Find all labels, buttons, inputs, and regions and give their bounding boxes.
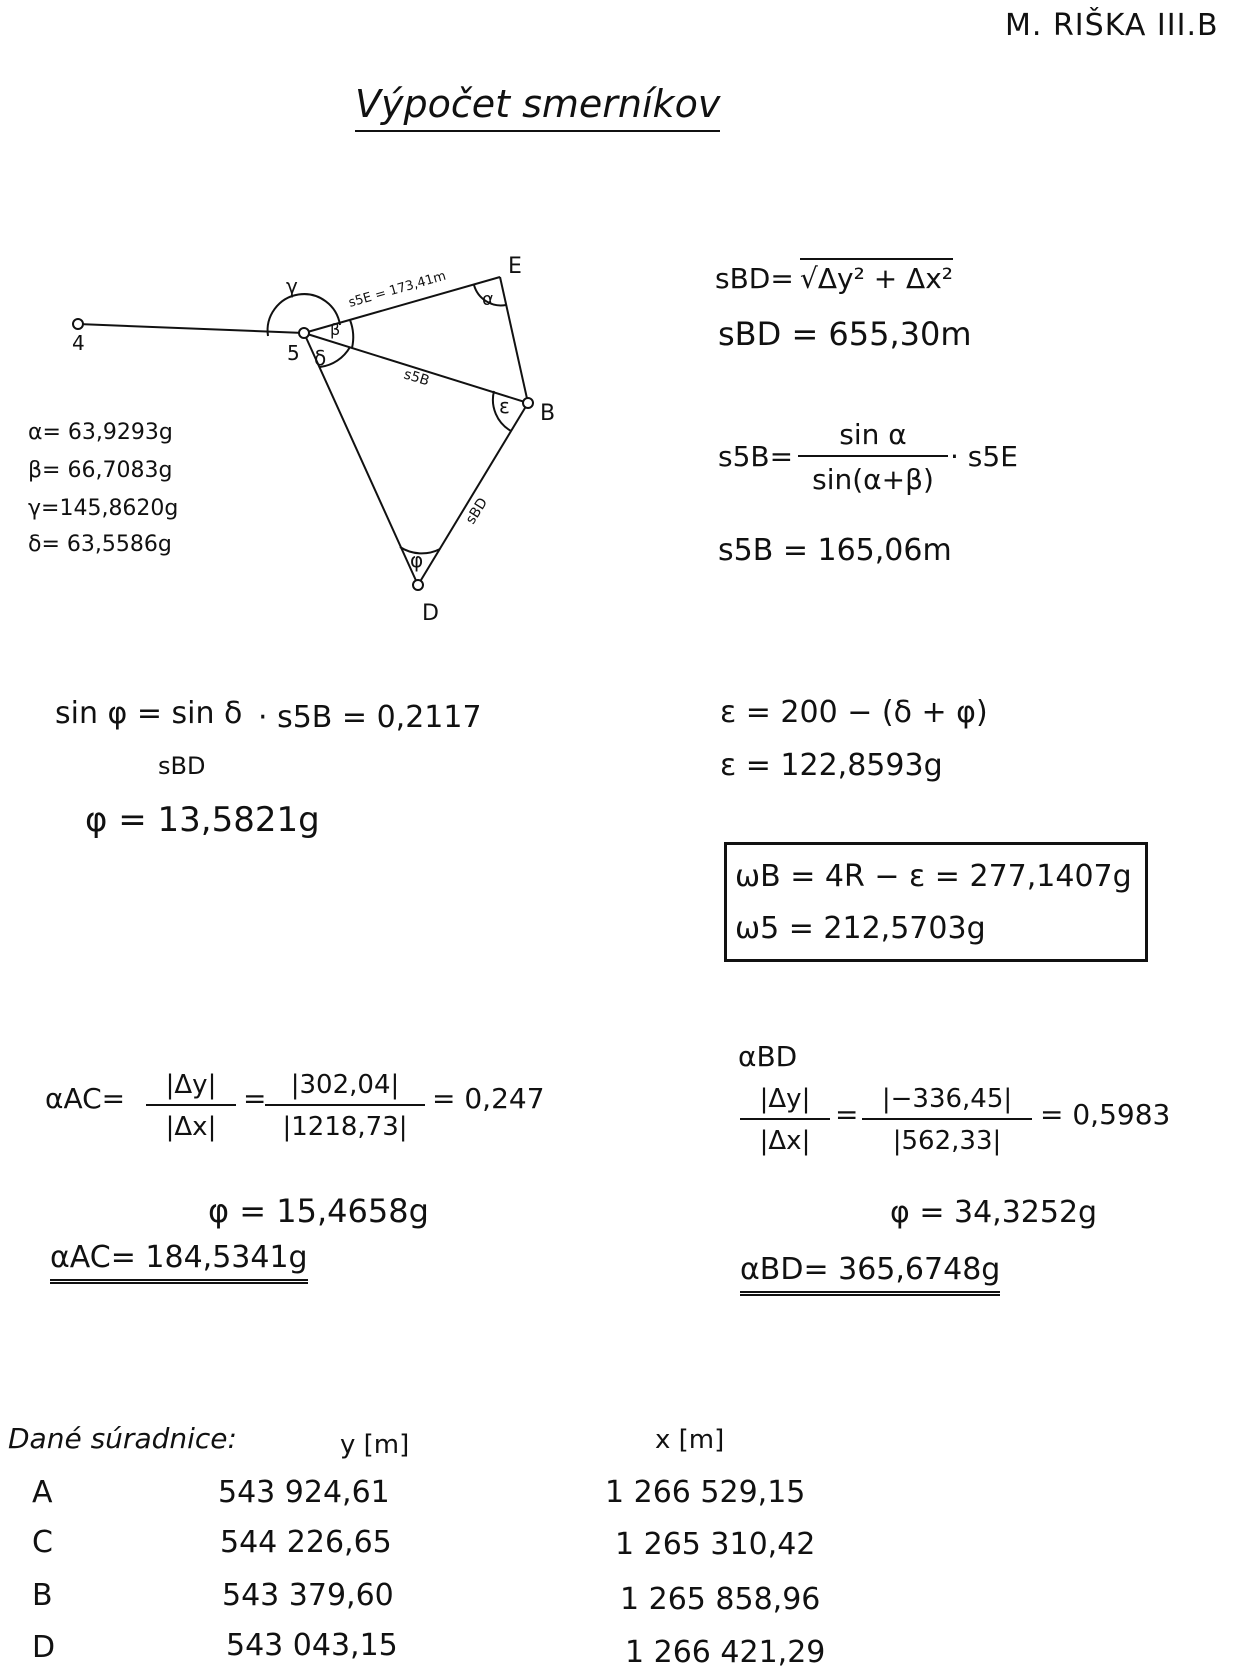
sbd-formula-rhs: √Δy² + Δx² xyxy=(800,258,953,295)
alpha-ac-dy: |Δy| xyxy=(146,1070,236,1106)
line-E-B xyxy=(500,277,528,403)
alpha-bd-dy-value: |−336,45| xyxy=(862,1084,1032,1120)
alpha-ac-dy-value: |302,04| xyxy=(265,1070,425,1106)
s5b-tail: · s5E xyxy=(950,440,1018,473)
angle-gamma-label: γ xyxy=(286,274,298,298)
sinphi-denominator: sBD xyxy=(158,752,206,780)
angle-epsilon-label: ε xyxy=(499,394,510,418)
sinphi-mid: · s5B = 0,2117 xyxy=(258,700,482,735)
alpha-ac-lhs: αAC= xyxy=(45,1082,126,1115)
line-B-D xyxy=(418,403,528,585)
coords-col-x: x [m] xyxy=(655,1425,725,1455)
alpha-bd-label: αBD xyxy=(738,1040,798,1073)
coords-row-pt: D xyxy=(32,1630,56,1665)
s5b-numerator: sin α xyxy=(798,418,948,457)
point-D-label: D xyxy=(422,601,439,625)
coords-row-x: 1 266 529,15 xyxy=(605,1475,806,1510)
line-s5E-label: s5E = 173,41m xyxy=(346,268,448,311)
alpha-ac-final: αAC= 184,5341g xyxy=(50,1240,308,1284)
alpha-bd-eq: = xyxy=(835,1098,859,1131)
line-s5B-label: s5B xyxy=(401,366,432,390)
alpha-bd-dx: |Δx| xyxy=(759,1126,811,1156)
point-5-label: 5 xyxy=(287,341,300,365)
sbd-result: sBD = 655,30m xyxy=(718,315,972,353)
phi-result-1: φ = 13,5821g xyxy=(85,800,320,840)
angle-beta-label: β xyxy=(330,320,341,339)
coords-row-pt: A xyxy=(32,1475,53,1510)
point-B-label: B xyxy=(540,401,556,426)
sbd-formula-lhs: sBD= xyxy=(715,262,794,295)
point-4-marker xyxy=(73,319,83,329)
epsilon-formula: ε = 200 − (δ + φ) xyxy=(720,695,988,730)
epsilon-result: ε = 122,8593g xyxy=(720,748,943,783)
coords-col-y: y [m] xyxy=(340,1430,410,1460)
s5b-result: s5B = 165,06m xyxy=(718,533,952,568)
coords-row-x: 1 265 858,96 xyxy=(620,1582,821,1617)
alpha-bd-fraction-2 xyxy=(862,1084,1032,1156)
alpha-ac-phi: φ = 15,4658g xyxy=(208,1192,429,1230)
alpha-bd-fraction-1 xyxy=(740,1084,830,1156)
coords-row-x: 1 266 421,29 xyxy=(625,1635,826,1670)
s5b-lhs: s5B= xyxy=(718,440,794,473)
given-angle-gamma: γ=145,8620g xyxy=(28,496,179,521)
coords-heading: Dané súradnice: xyxy=(8,1422,237,1455)
boxed-results xyxy=(724,842,1148,962)
alpha-bd-final: αBD= 365,6748g xyxy=(740,1252,1000,1296)
line-sBD-label: sBD xyxy=(462,495,492,528)
sinphi-lhs: sin φ = sin δ xyxy=(55,696,243,731)
given-angle-delta: δ= 63,5586g xyxy=(28,532,172,557)
author-label: M. RIŠKA III.B xyxy=(1005,8,1219,43)
coords-row-y: 544 226,65 xyxy=(220,1525,392,1560)
point-5-marker xyxy=(299,328,309,338)
angle-delta-label: δ xyxy=(314,346,327,370)
alpha-bd-dx-value: |562,33| xyxy=(892,1126,1002,1156)
coords-row-y: 543 924,61 xyxy=(218,1475,390,1510)
alpha-bd-dy: |Δy| xyxy=(740,1084,830,1120)
given-angle-beta: β= 66,7083g xyxy=(28,458,173,483)
omega-b-result: ωB = 4R − ε = 277,1407g xyxy=(735,859,1132,894)
coords-row-y: 543 043,15 xyxy=(226,1628,398,1663)
angle-alpha-label: α xyxy=(482,289,494,310)
coords-row-pt: B xyxy=(32,1578,53,1613)
arc-beta xyxy=(350,320,353,348)
alpha-ac-dx-value: |1218,73| xyxy=(282,1112,408,1142)
alpha-ac-fraction-1 xyxy=(146,1070,236,1142)
coords-row-pt: C xyxy=(32,1525,53,1560)
s5b-denominator: sin(α+β) xyxy=(812,463,934,496)
alpha-ac-dx: |Δx| xyxy=(165,1112,217,1142)
alpha-bd-phi: φ = 34,3252g xyxy=(890,1195,1098,1230)
alpha-ac-fraction-2 xyxy=(265,1070,425,1142)
alpha-bd-ratio: = 0,5983 xyxy=(1040,1098,1171,1131)
point-D-marker xyxy=(413,580,423,590)
angle-phi-label: φ xyxy=(410,548,424,572)
s5b-fraction xyxy=(798,418,948,496)
point-B-marker xyxy=(523,398,533,408)
coords-row-x: 1 265 310,42 xyxy=(615,1527,816,1562)
page-title: Výpočet smerníkov xyxy=(355,82,720,132)
given-angle-alpha: α= 63,9293g xyxy=(28,420,173,445)
alpha-ac-eq: = xyxy=(243,1082,267,1115)
line-4-5 xyxy=(78,324,304,333)
omega-5-result: ω5 = 212,5703g xyxy=(735,911,986,946)
coords-row-y: 543 379,60 xyxy=(222,1578,394,1613)
alpha-ac-ratio: = 0,247 xyxy=(432,1082,545,1115)
point-4-label: 4 xyxy=(72,331,85,355)
point-E-label: E xyxy=(508,255,522,279)
